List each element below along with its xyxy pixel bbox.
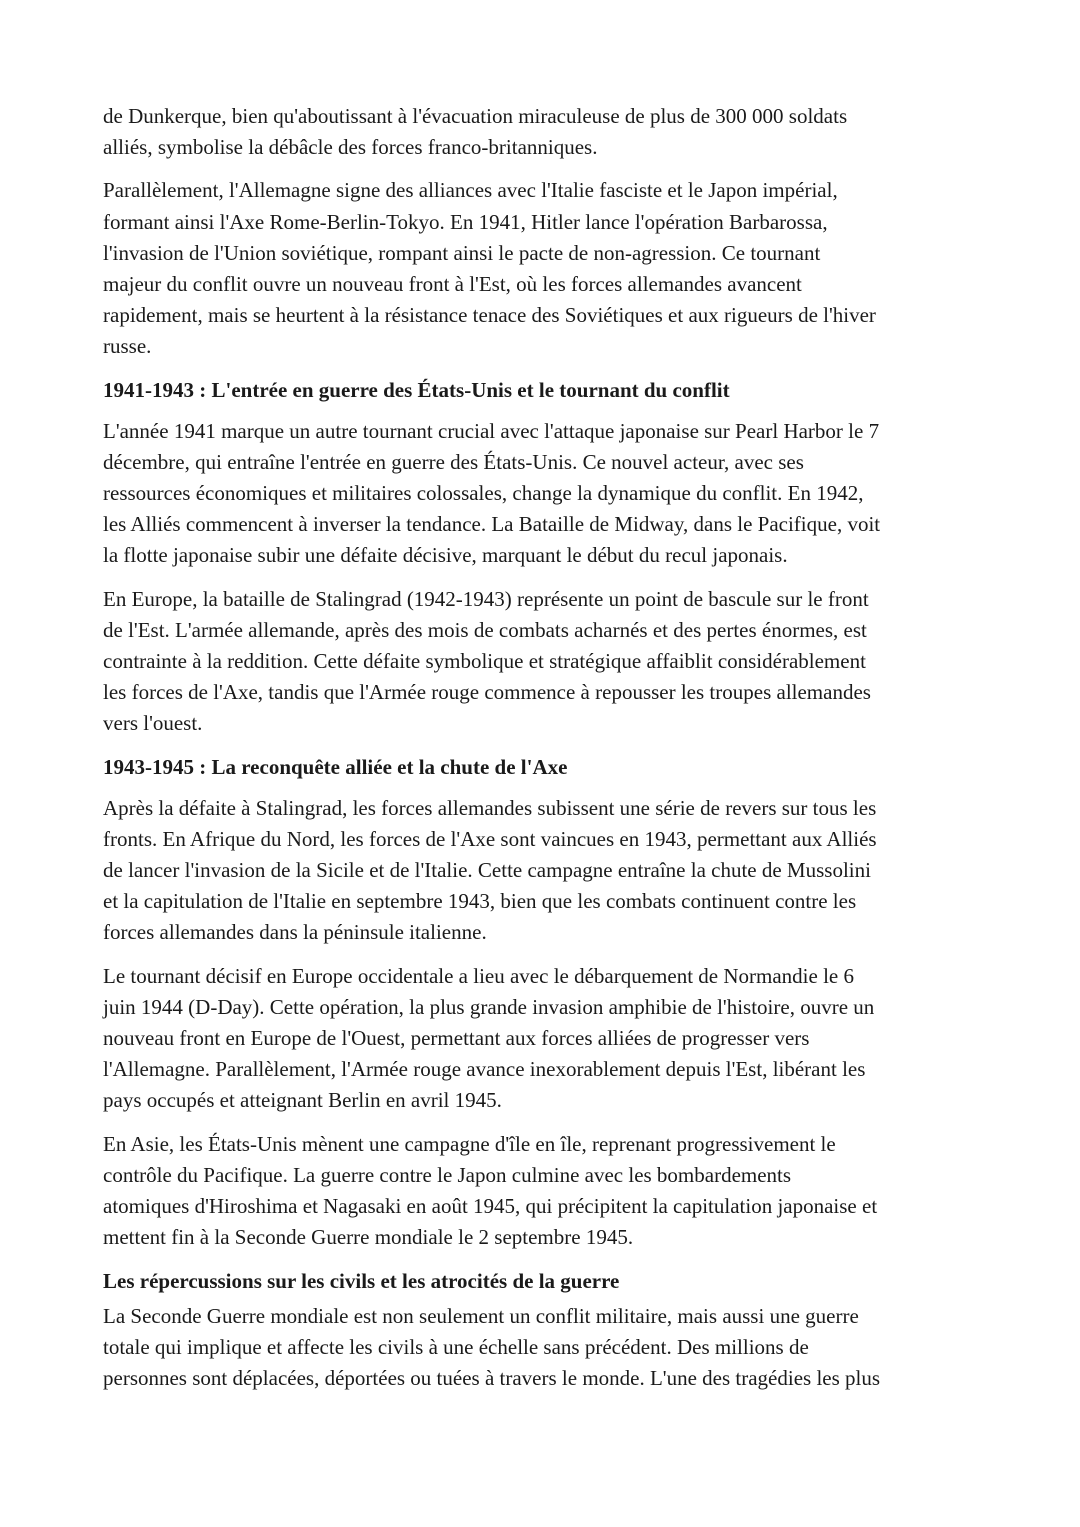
text-line: l'Allemagne. Parallèlement, l'Armée rouge avance inexorablement depuis l'Est, libérant les [103, 1057, 866, 1082]
section-heading-1943-1945: 1943-1945 : La reconquête alliée et la chute de l'Axe [103, 754, 568, 779]
text-line: forces allemandes dans la péninsule italienne. [103, 920, 487, 945]
text-line: de Dunkerque, bien qu'aboutissant à l'évacuation miraculeuse de plus de 300 000 soldats [103, 104, 848, 128]
paragraph-normandie [103, 961, 983, 1117]
paragraph-asie-pacifique [103, 1129, 983, 1254]
text-line: contrôle du Pacifique. La guerre contre le Japon culmine avec les bombardements [103, 1162, 792, 1187]
text-line: les forces de l'Axe, tandis que l'Armée rouge commence à repousser les troupes allemandes [103, 680, 871, 705]
text-line: vers l'ouest. [103, 711, 203, 736]
text-line: les Alliés commencent à inverser la tendance. La Bataille de Midway, dans le Pacifique, voit [103, 512, 881, 537]
paragraph-stalingrad [103, 584, 983, 740]
paragraph-axe-barbarossa [103, 175, 983, 362]
text-line: mettent fin à la Seconde Guerre mondiale le 2 septembre 1945. [103, 1225, 634, 1250]
paragraph-guerre-totale [103, 1301, 983, 1395]
text-line: juin 1944 (D-Day). Cette opération, la plus grande invasion amphibie de l'histoire, ouvre un [103, 994, 875, 1019]
text-line: Le tournant décisif en Europe occidentale a lieu avec le débarquement de Normandie le 6 [103, 963, 854, 988]
text-line: Après la défaite à Stalingrad, les forces allemandes subissent une série de revers sur tous les [103, 795, 877, 820]
text-line: formant ainsi l'Axe Rome-Berlin-Tokyo. En 1941, Hitler lance l'opération Barbarossa, [103, 209, 828, 234]
text-line: Parallèlement, l'Allemagne signe des alliances avec l'Italie fasciste et le Japon impérial, [103, 178, 838, 203]
text-line: et la capitulation de l'Italie en septembre 1943, bien que les combats continuent contre les [103, 889, 857, 914]
document-page [103, 101, 983, 1406]
text-line: En Asie, les États-Unis mènent une campagne d'île en île, reprenant progressivement le [103, 1131, 836, 1156]
paragraph-dunkerque [103, 101, 983, 163]
text-line: personnes sont déplacées, déportées ou tuées à travers le monde. L'une des tragédies les plus [103, 1365, 881, 1390]
text-line: de l'Est. L'armée allemande, après des mois de combats acharnés et des pertes énormes, est [103, 617, 867, 642]
text-line: contrainte à la reddition. Cette défaite symbolique et stratégique affaiblit considérablement [103, 649, 866, 674]
text-line: majeur du conflit ouvre un nouveau front à l'Est, où les forces allemandes avancent [103, 272, 802, 297]
text-line: L'année 1941 marque un autre tournant crucial avec l'attaque japonaise sur Pearl Harbor le 7 [103, 418, 880, 443]
text-line: La Seconde Guerre mondiale est non seulement un conflit militaire, mais aussi une guerre [103, 1303, 859, 1328]
text-line: alliés, symbolise la débâcle des forces franco-britanniques. [103, 135, 598, 160]
text-line: la flotte japonaise subir une défaite décisive, marquant le début du recul japonais. [103, 543, 788, 568]
paragraph-afrique-italie [103, 793, 983, 949]
text-line: atomiques d'Hiroshima et Nagasaki en août 1945, qui précipitent la capitulation japonaise et [103, 1194, 878, 1219]
text-line: russe. [103, 334, 152, 359]
text-line: pays occupés et atteignant Berlin en avril 1945. [103, 1088, 502, 1113]
text-line: nouveau front en Europe de l'Ouest, permettant aux forces alliées de progresser vers [103, 1026, 810, 1051]
text-line: décembre, qui entraîne l'entrée en guerre des États-Unis. Ce nouvel acteur, avec ses [103, 449, 804, 474]
paragraph-pearl-harbor [103, 416, 983, 572]
text-line: ressources économiques et militaires colossales, change la dynamique du conflit. En 1942, [103, 481, 864, 506]
text-line: de lancer l'invasion de la Sicile et de l'Italie. Cette campagne entraîne la chute de Mussolini [103, 858, 871, 883]
text-line: rapidement, mais se heurtent à la résistance tenace des Soviétiques et aux rigueurs de l'hiver [103, 303, 876, 328]
section-heading-civils: Les répercussions sur les civils et les atrocités de la guerre [103, 1268, 620, 1293]
text-line: totale qui implique et affecte les civils à une échelle sans précédent. Des millions de [103, 1334, 809, 1359]
text-line: fronts. En Afrique du Nord, les forces de l'Axe sont vaincues en 1943, permettant aux Alliés [103, 826, 877, 851]
section-heading-1941-1943: 1941-1943 : L'entrée en guerre des États-Unis et le tournant du conflit [103, 377, 730, 402]
text-line: En Europe, la bataille de Stalingrad (1942-1943) représente un point de bascule sur le front [103, 586, 869, 611]
text-line: l'invasion de l'Union soviétique, rompant ainsi le pacte de non-agression. Ce tournant [103, 240, 821, 265]
